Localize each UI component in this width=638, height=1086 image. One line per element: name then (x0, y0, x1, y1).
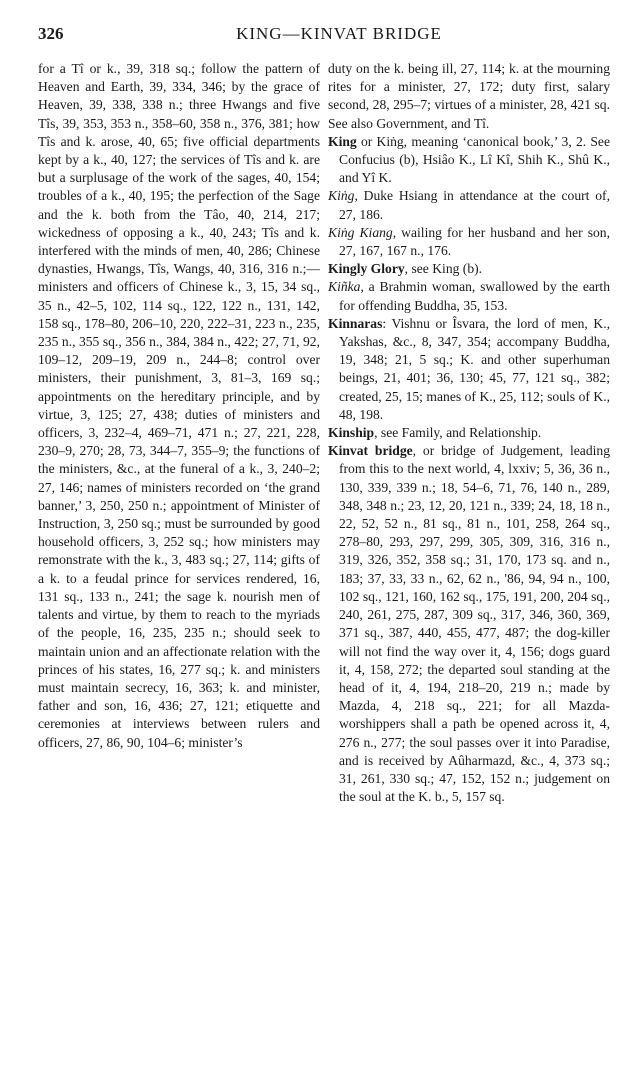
right-column (328, 60, 610, 1070)
index-entry-headword: Kinvat bridge (328, 443, 413, 459)
index-entry-continuation: for a Tî or k., 39, 318 sq.; follow the pattern of Heaven and Earth, 39, 334, 346; by the grace of Heaven, 39, 338, 338 n.; three Hwangs and five Tîs, 39, 353, 353 n., 358–60, 358 n., 376, 381; how Tîs and k. arose, 40, 65; five official departments kept by a k., 40, 127; the services of Tîs and k. are but a surplusage of the work of the sages, 40, 154; troubles of a k., 40, 195; the perfection of the Sage and the k. both from the Tâo, 40, 214, 217; wickedness of opposing a k., 40, 243; Tîs and k. interfered with the minds of men, 40, 286; Chinese dynasties, Hwangs, Tîs, Wangs, 40, 316, 316 n.;—ministers and officers of Chinese k., 3, 15, 34 sq., 35 n., 42–5, 102, 114 sq., 122, 122 n., 131, 142, 158 sq., 178–80, 206–10, 220, 222–31, 223 n., 235, 235 n., 355 sq., 356 n., 384, 384 n., 422; 27, 71, 92, 109–12, 209–19, 209 n., 244–8; control over ministers, their punishment, 3, 81–3, 169 sq.; appointments on the hereditary principle, and by virtue, 3, 125; 27, 438; duties of ministers and officers, 3, 232–4, 469–71, 471 n.; 27, 221, 228, 230–9, 270; 28, 73, 344–7, 355–9; the functions of the ministers, &c., at the funeral of a k., 3, 240–2; 27, 146; names of ministers recorded on ‘the grand banner,’ 3, 250, 250 n.; appointment of Minister of Instruction, 3, 250 sq.; must be surrounded by good household officers, 3, 252 sq.; how ministers may remonstrate with the k., 3, 483 sq.; 27, 114; gifts of a k. to a feudal prince for services rendered, 16, 131 sq., 133 n., 241; the sage k. nourish men of talents and virtue, by them to reach to the myriads of the people, 16, 235, 235 n.; should seek to maintain union and an affectionate relation with the princes of his states, 16, 277 sq.; k. and ministers must maintain secrecy, 16, 363; k. and minister, father and son, 16, 436; 27, 121; etiquette and ceremonies at interviews between rulers and officers, 27, 86, 90, 104–6; minister’s (38, 61, 320, 750)
index-entry-text: , or bridge of Judgement, leading from this to the next world, 4, lxxiv; 5, 36, 36 n., 130, 339, 339 n.; 18, 54–6, 71, 76, 140 n., 289, 348, 348 n.; 23, 12, 20, 121 n., 339; 24, 18, 18 n., 22, 52, 52 n., 81 sq., 81 n., 101, 258, 264 sq., 278–80, 293, 297, 299, 305, 309, 316, 316 n., 319, 326, 352, 358 sq.; 31, 170, 173 sq. and n., 183; 37, 33, 33 n., 62, 62 n., '86, 94, 94 n., 100, 102 sq., 121, 160, 162 sq., 175, 191, 200, 204 sq., 240, 261, 275, 287, 309 sq., 317, 346, 360, 369, 371 sq., 387, 440, 455, 477, 487; the dog-killer will not find the way over it, 4, 156; dogs guard it, 4, 158, 272; the departed soul standing at the head of it, 4, 194, 218–20, 219 n.; made by Mazda, 4, 218 sq., 221; for all Mazda-worshippers shall a path be opened across it, 4, 276 n., 277; the soul passes over it into Paradise, and is received by Aûharmazd, &c., 4, 373 sq.; 31, 261, 330 sq.; 47, 152, 152 n.; judgement on the soul at the K. b., 5, 157 sq. (339, 443, 610, 805)
index-entry (328, 133, 610, 188)
index-entry-headword: Kiñka (328, 279, 361, 295)
index-entry-text: : Vishnu or Îsvara, the lord of men, K., Yakshas, &c., 8, 347, 354; accompany Buddha, 19, 348; 21, 5 sq.; K. and other superhuman beings, 21, 401; 36, 130; 45, 77, 121 sq., 382; created, 25, 15; manes of K., 25, 112; souls of K., 48, 198. (339, 315, 610, 422)
index-columns (38, 60, 610, 1070)
index-entry (328, 224, 610, 260)
index-entry (328, 187, 610, 223)
index-entry-list (328, 133, 610, 807)
index-entry-text: or Kiṅg, meaning ‘canonical book,’ 3, 2. See Confucius (b), Hsiâo K., Lî Kî, Shih K., Shû K., and Yî K. (339, 133, 610, 186)
index-entry (328, 424, 610, 442)
index-entry-headword: Kinship (328, 425, 375, 441)
index-entry-text: , see King (b). (404, 261, 483, 277)
page-header (38, 24, 610, 48)
index-entry-continuation: duty on the k. being ill, 27, 114; k. at the mourning rites for a minister, 27, 172; duty first, salary second, 28, 295–7; virtues of a minister, 28, 421 sq. See also Government, and Tî. (328, 61, 610, 131)
index-entry (328, 442, 610, 806)
index-entry-headword: Kinnaras (328, 315, 383, 331)
index-entry-headword: Kiṅg Kiang (328, 224, 393, 240)
index-entry-headword: Kingly Glory (328, 261, 405, 277)
index-entry-text: , see Family, and Relationship. (374, 425, 542, 441)
running-head: KING—KINVAT BRIDGE (236, 24, 442, 43)
page-number: 326 (38, 24, 64, 43)
index-entry-text: , a Brahmin woman, swallowed by the earth for offending Buddha, 35, 153. (339, 279, 610, 313)
index-entry (328, 315, 610, 424)
index-entry-headword: King (328, 133, 357, 149)
index-entry (328, 278, 610, 314)
index-entry-text: , Duke Hsiang in attendance at the court of, 27, 186. (339, 188, 610, 222)
index-entry (328, 260, 610, 278)
index-entry-headword: Kiṅg (328, 188, 355, 204)
index-entry-text: , wailing for her husband and her son, 27, 167, 167 n., 176. (339, 224, 610, 259)
left-column (38, 60, 320, 1070)
